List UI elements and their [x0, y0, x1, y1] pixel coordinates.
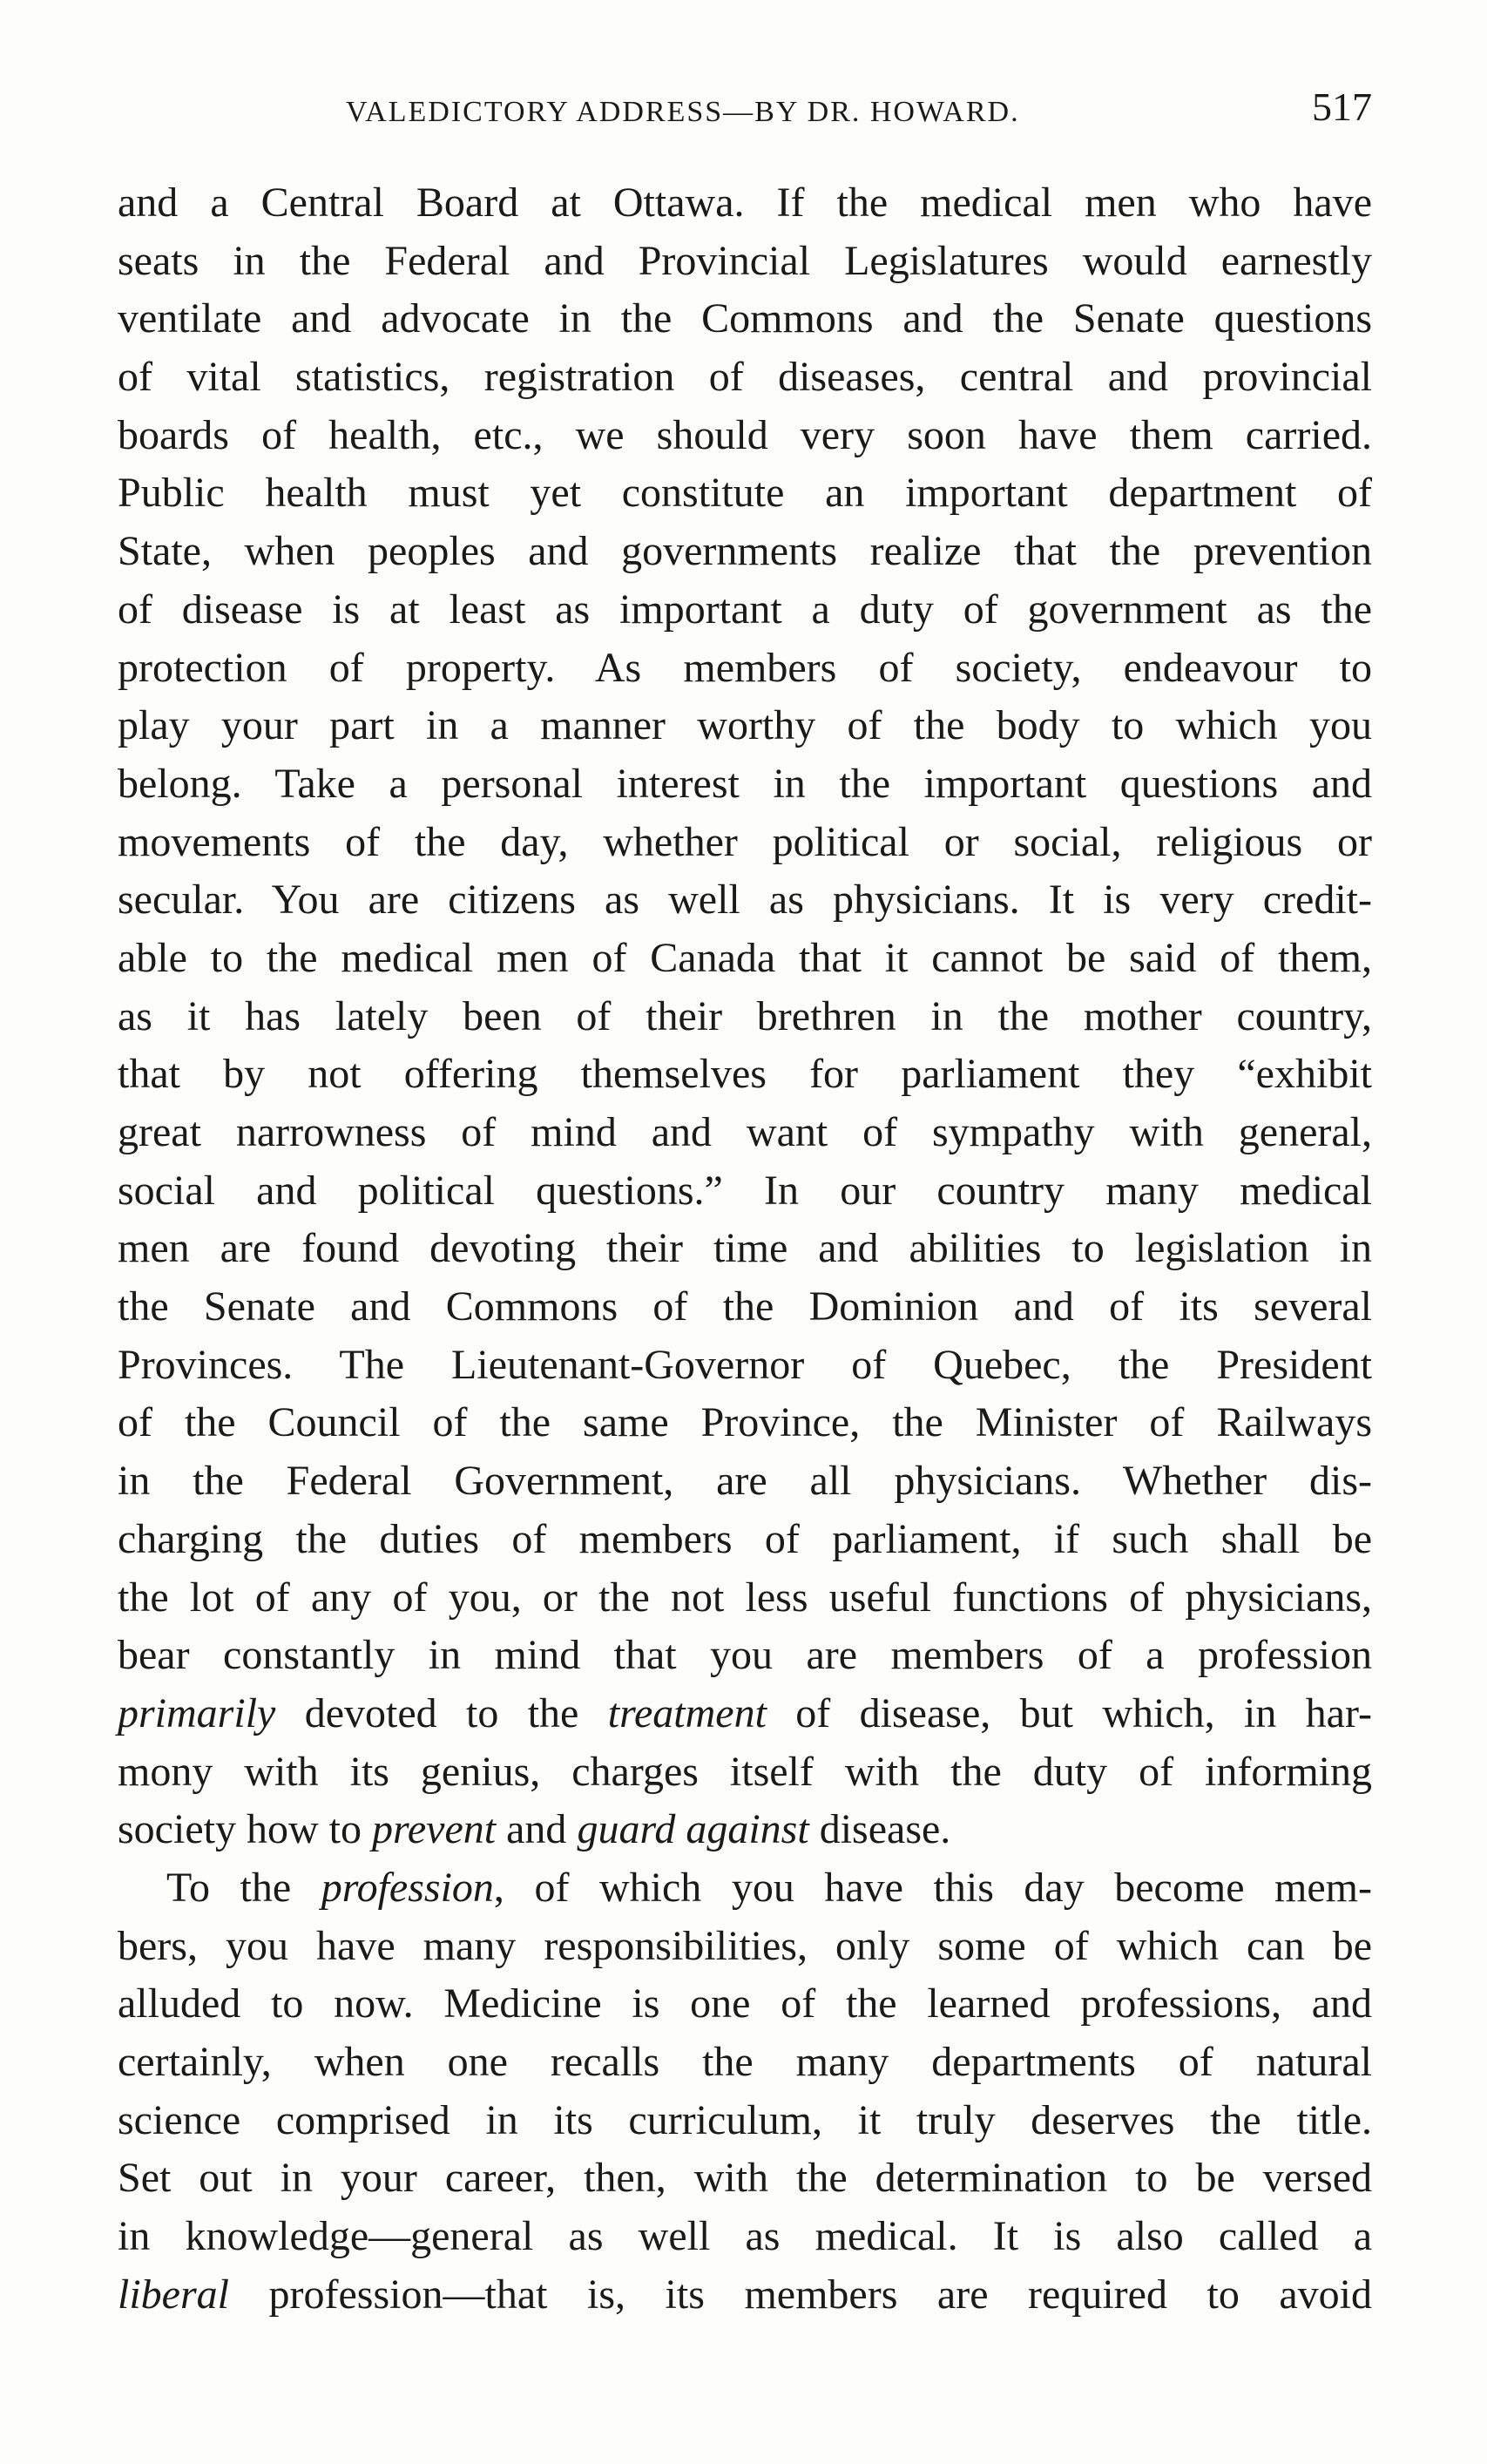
text-segment: protection of property. As members of society, endeavour to — [118, 644, 1372, 691]
text-line — [118, 871, 1372, 930]
text-segment: certainly, when one recalls the many departments of natural — [118, 2039, 1372, 2085]
text-line — [118, 1685, 1372, 1743]
text-segment: able to the medical men of Canada that it cannot be said of them, — [118, 934, 1372, 981]
text-line — [118, 930, 1372, 988]
text-line — [118, 814, 1372, 872]
text-segment: devoted to the — [275, 1689, 608, 1736]
text-segment: in the Federal Government, are all physicians. Whether dis- — [118, 1458, 1372, 1505]
italic-text: profession — [321, 1864, 494, 1911]
text-segment: of the Council of the same Province, the Minister of Railways — [118, 1399, 1372, 1446]
text-segment: boards of health, etc., we should very soon have them carried. — [118, 411, 1372, 458]
text-line — [118, 1046, 1372, 1104]
text-segment: profession—that is, its members are required to avoid — [229, 2271, 1372, 2318]
text-segment: that by not offering themselves for parliament they “exhibit — [118, 1051, 1372, 1098]
italic-text: prevent — [371, 1806, 497, 1853]
italic-text: liberal — [118, 2271, 229, 2318]
text-line — [118, 1104, 1372, 1162]
text-line — [118, 464, 1372, 523]
text-line — [118, 2034, 1372, 2092]
text-line — [118, 581, 1372, 640]
text-segment: the Senate and Commons of the Dominion and of its several — [118, 1283, 1372, 1330]
text-line — [118, 1801, 1372, 1859]
text-line — [118, 755, 1372, 814]
text-segment: State, when peoples and governments realize that the prevention — [118, 528, 1372, 575]
text-line — [118, 1162, 1372, 1221]
text-segment: social and political questions.” In our country many medical — [118, 1167, 1372, 1214]
text-line — [118, 1859, 1372, 1918]
body-text — [118, 174, 1372, 2324]
text-line — [118, 1627, 1372, 1685]
text-line — [118, 2208, 1372, 2266]
text-segment: seats in the Federal and Provincial Legislatures would earnestly — [118, 237, 1372, 284]
text-segment: alluded to now. Medicine is one of the learned professions, and — [118, 1980, 1372, 2027]
text-segment: secular. You are citizens as well as physicians. It is very credit- — [118, 877, 1372, 924]
italic-text: guard against — [577, 1806, 809, 1853]
text-segment: ventilate and advocate in the Commons and the Senate questions — [118, 295, 1372, 342]
text-line — [118, 2092, 1372, 2150]
text-segment: belong. Take a personal interest in the important questions and — [118, 760, 1372, 807]
text-segment: society how to — [118, 1806, 372, 1853]
text-line — [118, 697, 1372, 755]
text-segment: Set out in your career, then, with the determination to be versed — [118, 2155, 1372, 2202]
text-segment: , of which you have this day become mem- — [493, 1864, 1372, 1911]
text-segment: in knowledge—general as well as medical. It is also called a — [118, 2213, 1372, 2260]
text-line — [118, 523, 1372, 581]
text-segment: and a Central Board at Ottawa. If the medical men who have — [118, 179, 1372, 226]
text-segment: disease. — [808, 1806, 951, 1853]
text-segment: of disease, but which, in har- — [766, 1689, 1372, 1736]
text-line — [118, 1278, 1372, 1337]
text-line — [118, 2149, 1372, 2208]
text-line — [118, 233, 1372, 291]
text-segment: charging the duties of members of parliament, if such shall be — [118, 1515, 1372, 1562]
text-line — [118, 407, 1372, 465]
text-segment: movements of the day, whether political or social, religious or — [118, 818, 1372, 865]
text-line — [118, 1511, 1372, 1569]
text-segment: play your part in a manner worthy of the body to which you — [118, 702, 1372, 749]
text-line — [118, 174, 1372, 233]
text-line — [118, 2266, 1372, 2325]
text-segment: and — [496, 1806, 578, 1853]
text-segment: of disease is at least as important a duty of government as the — [118, 586, 1372, 633]
text-line — [118, 1569, 1372, 1628]
text-segment: the lot of any of you, or the not less useful functions of physicians, — [118, 1574, 1372, 1621]
text-line — [118, 1394, 1372, 1452]
page-header — [118, 84, 1372, 136]
text-line — [118, 1918, 1372, 1976]
text-segment: science comprised in its curriculum, it truly deserves the title. — [118, 2096, 1372, 2143]
text-segment: men are found devoting their time and abilities to legislation in — [118, 1225, 1372, 1272]
text-line — [118, 349, 1372, 407]
text-segment: bear constantly in mind that you are members of a profession — [118, 1632, 1372, 1679]
text-segment: of vital statistics, registration of diseases, central and provincial — [118, 354, 1372, 401]
text-segment: Provinces. The Lieutenant-Governor of Quebec, the President — [118, 1341, 1372, 1388]
text-segment: To the — [166, 1864, 321, 1911]
text-line — [118, 1337, 1372, 1395]
text-line — [118, 1220, 1372, 1278]
text-segment: bers, you have many responsibilities, only some of which can be — [118, 1922, 1372, 1969]
text-line — [118, 640, 1372, 698]
running-head: VALEDICTORY ADDRESS—BY DR. HOWARD. — [346, 96, 1020, 128]
text-segment: mony with its genius, charges itself with the duty of informing — [118, 1748, 1372, 1795]
text-line — [118, 1975, 1372, 2034]
text-line — [118, 1743, 1372, 1802]
text-segment: as it has lately been of their brethren in the mother country, — [118, 992, 1372, 1039]
text-segment: Public health must yet constitute an important department of — [118, 470, 1372, 517]
text-line — [118, 290, 1372, 349]
text-line — [118, 988, 1372, 1046]
page-number: 517 — [1312, 85, 1372, 129]
italic-text: treatment — [607, 1689, 767, 1736]
italic-text: primarily — [118, 1689, 276, 1736]
text-segment: great narrowness of mind and want of sympathy with general, — [118, 1109, 1372, 1155]
text-line — [118, 1452, 1372, 1511]
